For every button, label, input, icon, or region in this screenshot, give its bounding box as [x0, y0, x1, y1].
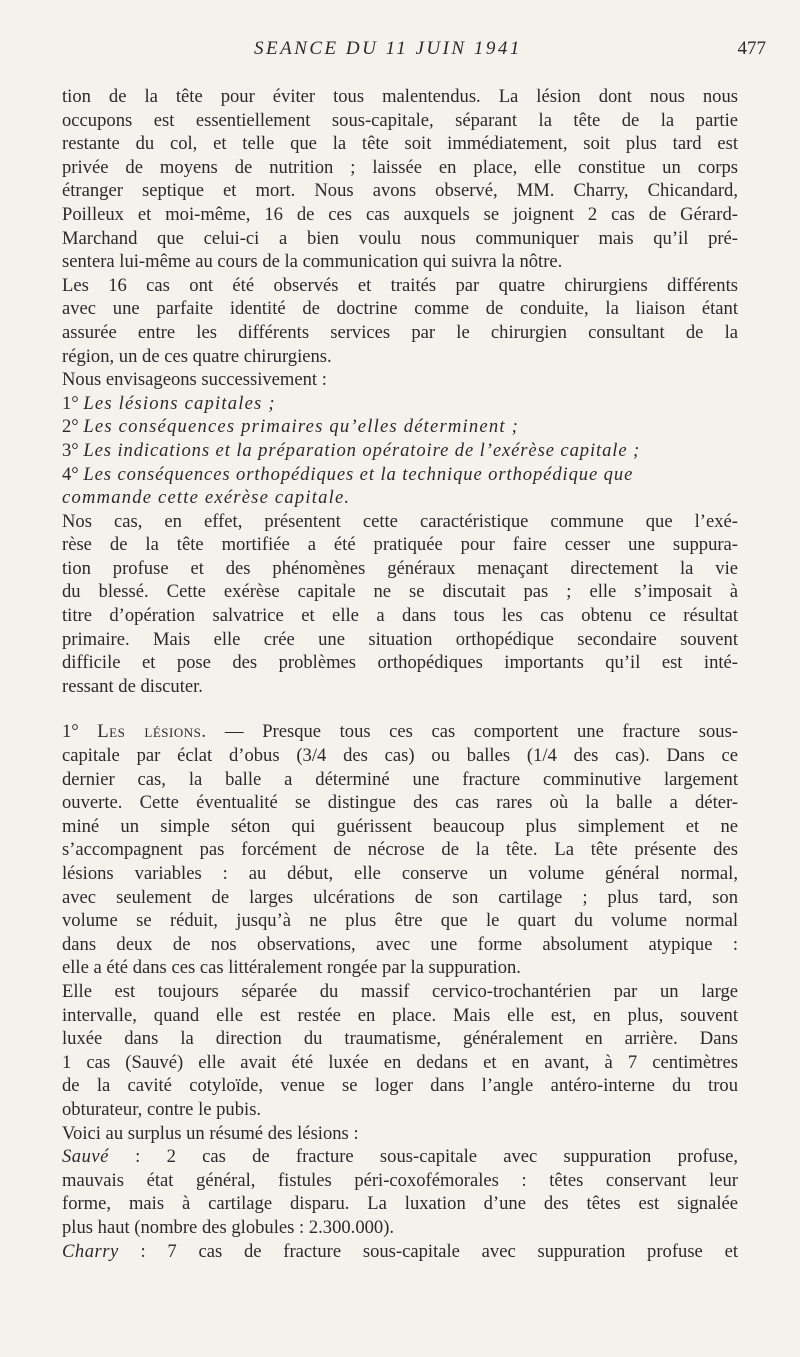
text-line: ressant de discuter. — [62, 675, 203, 697]
text-line: de la cavité cotyloïde, venue se loger dans l’angle antéro-interne du trou — [62, 1075, 738, 1097]
text-line: du blessé. Cette exérèse capitale ne se discutait pas ; elle s’imposait à — [62, 581, 738, 603]
text-line: elle a été dans ces cas littéralement rongée par la suppuration. — [62, 957, 521, 979]
list-text: Les indications et la préparation opératoire de l’exérèse capitale ; — [83, 439, 641, 461]
text-line: difficile et pose des problèmes orthopédiques importants qu’il est inté- — [62, 652, 738, 674]
text-line: Elle est toujours séparée du massif cervico-trochantérien par un large — [62, 980, 738, 1002]
text-span: : 2 cas de fracture sous-capitale avec suppuration profuse, — [135, 1146, 738, 1168]
text-line: dans deux de nos observations, avec une forme absolument atypique : — [62, 933, 738, 955]
section-heading: Les lésions. — [97, 721, 207, 743]
text-line: volume se réduit, jusqu’à ne plus être que le quart du volume normal — [62, 910, 738, 932]
text-line: Voici au surplus un résumé des lésions : — [62, 1122, 359, 1144]
list-item — [62, 463, 738, 487]
text-line: tion profuse et des phénomènes généraux menaçant directement la vie — [62, 557, 738, 579]
text-line — [62, 1145, 738, 1169]
list-text: Les lésions capitales ; — [83, 392, 276, 414]
text-line: intervalle, quand elle est restée en place. Mais elle est, en plus, souvent — [62, 1004, 738, 1026]
list-number: 1° — [62, 392, 79, 414]
text-line: assurée entre les différents services par le chirurgien consultant de la — [62, 321, 738, 343]
text-line: Nous envisageons successivement : — [62, 369, 327, 391]
text-line: tion de la tête pour éviter tous malentendus. La lésion dont nous nous — [62, 86, 738, 107]
running-head — [0, 38, 800, 66]
text-line: rèse de la tête mortifiée a été pratiquée pour faire cesser une suppura- — [62, 534, 738, 556]
text-line: avec une parfaite identité de doctrine comme de conduite, la liaison étant — [62, 298, 738, 320]
list-item — [62, 392, 738, 416]
text-line: Les 16 cas ont été observés et traités par quatre chirurgiens différents — [62, 274, 738, 296]
text-line: ouverte. Cette éventualité se distingue des cas rares où la balle a déter- — [62, 792, 738, 814]
section-heading-line — [62, 720, 738, 744]
list-item-continuation: commande cette exérèse capitale. — [62, 487, 351, 509]
text-line: capitale par éclat d’obus (3/4 des cas) ou balles (1/4 des cas). Dans ce — [62, 745, 738, 767]
text-line: 1 cas (Sauvé) elle avait été luxée en dedans et en avant, à 7 centimètres — [62, 1051, 738, 1073]
text-line: avec seulement de larges ulcérations de son cartilage ; plus tard, son — [62, 886, 738, 908]
list-text: Les conséquences orthopédiques et la technique orthopédique que — [83, 463, 634, 485]
text-line: sentera lui-même au cours de la communication qui suivra la nôtre. — [62, 251, 563, 273]
text-span: — Presque tous ces cas comportent une fracture sous- — [225, 721, 738, 743]
text-line: forme, mais à cartilage disparu. La luxation d’une des têtes est signalée — [62, 1193, 738, 1215]
text-line: luxée dans la direction du traumatisme, généralement en arrière. Dans — [62, 1028, 738, 1050]
text-span: : 7 cas de fracture sous-capitale avec suppuration profuse et — [140, 1240, 738, 1262]
text-line: primaire. Mais elle crée une situation orthopédique secondaire souvent — [62, 628, 738, 650]
list-number: 2° — [62, 416, 79, 438]
list-number: 3° — [62, 439, 79, 461]
text-line: plus haut (nombre des globules : 2.300.000). — [62, 1216, 395, 1238]
paragraph-1 — [62, 85, 738, 274]
list-item — [62, 439, 738, 463]
surgeon-name: Charry — [62, 1240, 119, 1262]
text-line: miné un simple séton qui guérissent beaucoup plus simplement et ne — [62, 815, 738, 837]
list-text: Les conséquences primaires qu’elles déterminent ; — [83, 416, 519, 438]
paragraph-8 — [62, 1145, 738, 1239]
page-number: 477 — [737, 38, 766, 59]
list-item — [62, 415, 738, 439]
text-line: Poilleux et moi-même, 16 de ces cas auxquels se joignent 2 cas de Gérard- — [62, 203, 738, 225]
section-number: 1° — [62, 721, 79, 743]
text-line: titre d’opération salvatrice et elle a dans tous les cas obtenu ce résultat — [62, 605, 738, 627]
surgeon-name: Sauvé — [62, 1146, 109, 1168]
text-line: s’accompagnent pas forcément de nécrose de la tête. La tête présente des — [62, 839, 738, 861]
paragraph-6 — [62, 980, 738, 1122]
text-line: dernier cas, la balle a déterminé une fracture comminutive largement — [62, 768, 738, 790]
text-line: occupons est essentiellement sous-capitale, séparant la tête de la partie — [62, 109, 738, 131]
text-body — [62, 85, 738, 1263]
paragraph-9 — [62, 1240, 738, 1264]
text-line: mauvais état général, fistules péri-coxofémorales : têtes conservant leur — [62, 1169, 738, 1191]
list-number: 4° — [62, 463, 79, 485]
paragraph-5 — [62, 720, 738, 980]
text-line: restante du col, et telle que la tête soit immédiatement, soit plus tard est — [62, 133, 738, 155]
text-line: Marchand que celui-ci a bien voulu nous communiquer mais qu’il pré- — [62, 227, 738, 249]
text-line: privée de moyens de nutrition ; laissée en place, elle constitue un corps — [62, 156, 738, 178]
paragraph-7 — [62, 1122, 738, 1146]
text-line: Nos cas, en effet, présentent cette caractéristique commune que l’exé- — [62, 510, 738, 532]
running-title: SEANCE DU 11 JUIN 1941 — [254, 38, 522, 59]
enumerated-list — [62, 392, 738, 510]
text-line — [62, 1240, 738, 1264]
section-gap — [62, 698, 738, 720]
text-line: région, un de ces quatre chirurgiens. — [62, 345, 332, 367]
paragraph-3 — [62, 368, 738, 392]
text-line: lésions variables : au début, elle conserve un volume général normal, — [62, 863, 738, 884]
paragraph-2 — [62, 274, 738, 368]
text-line: obturateur, contre le pubis. — [62, 1098, 262, 1120]
paragraph-4 — [62, 510, 738, 699]
text-line: étranger septique et mort. Nous avons observé, MM. Charry, Chicandard, — [62, 180, 738, 202]
